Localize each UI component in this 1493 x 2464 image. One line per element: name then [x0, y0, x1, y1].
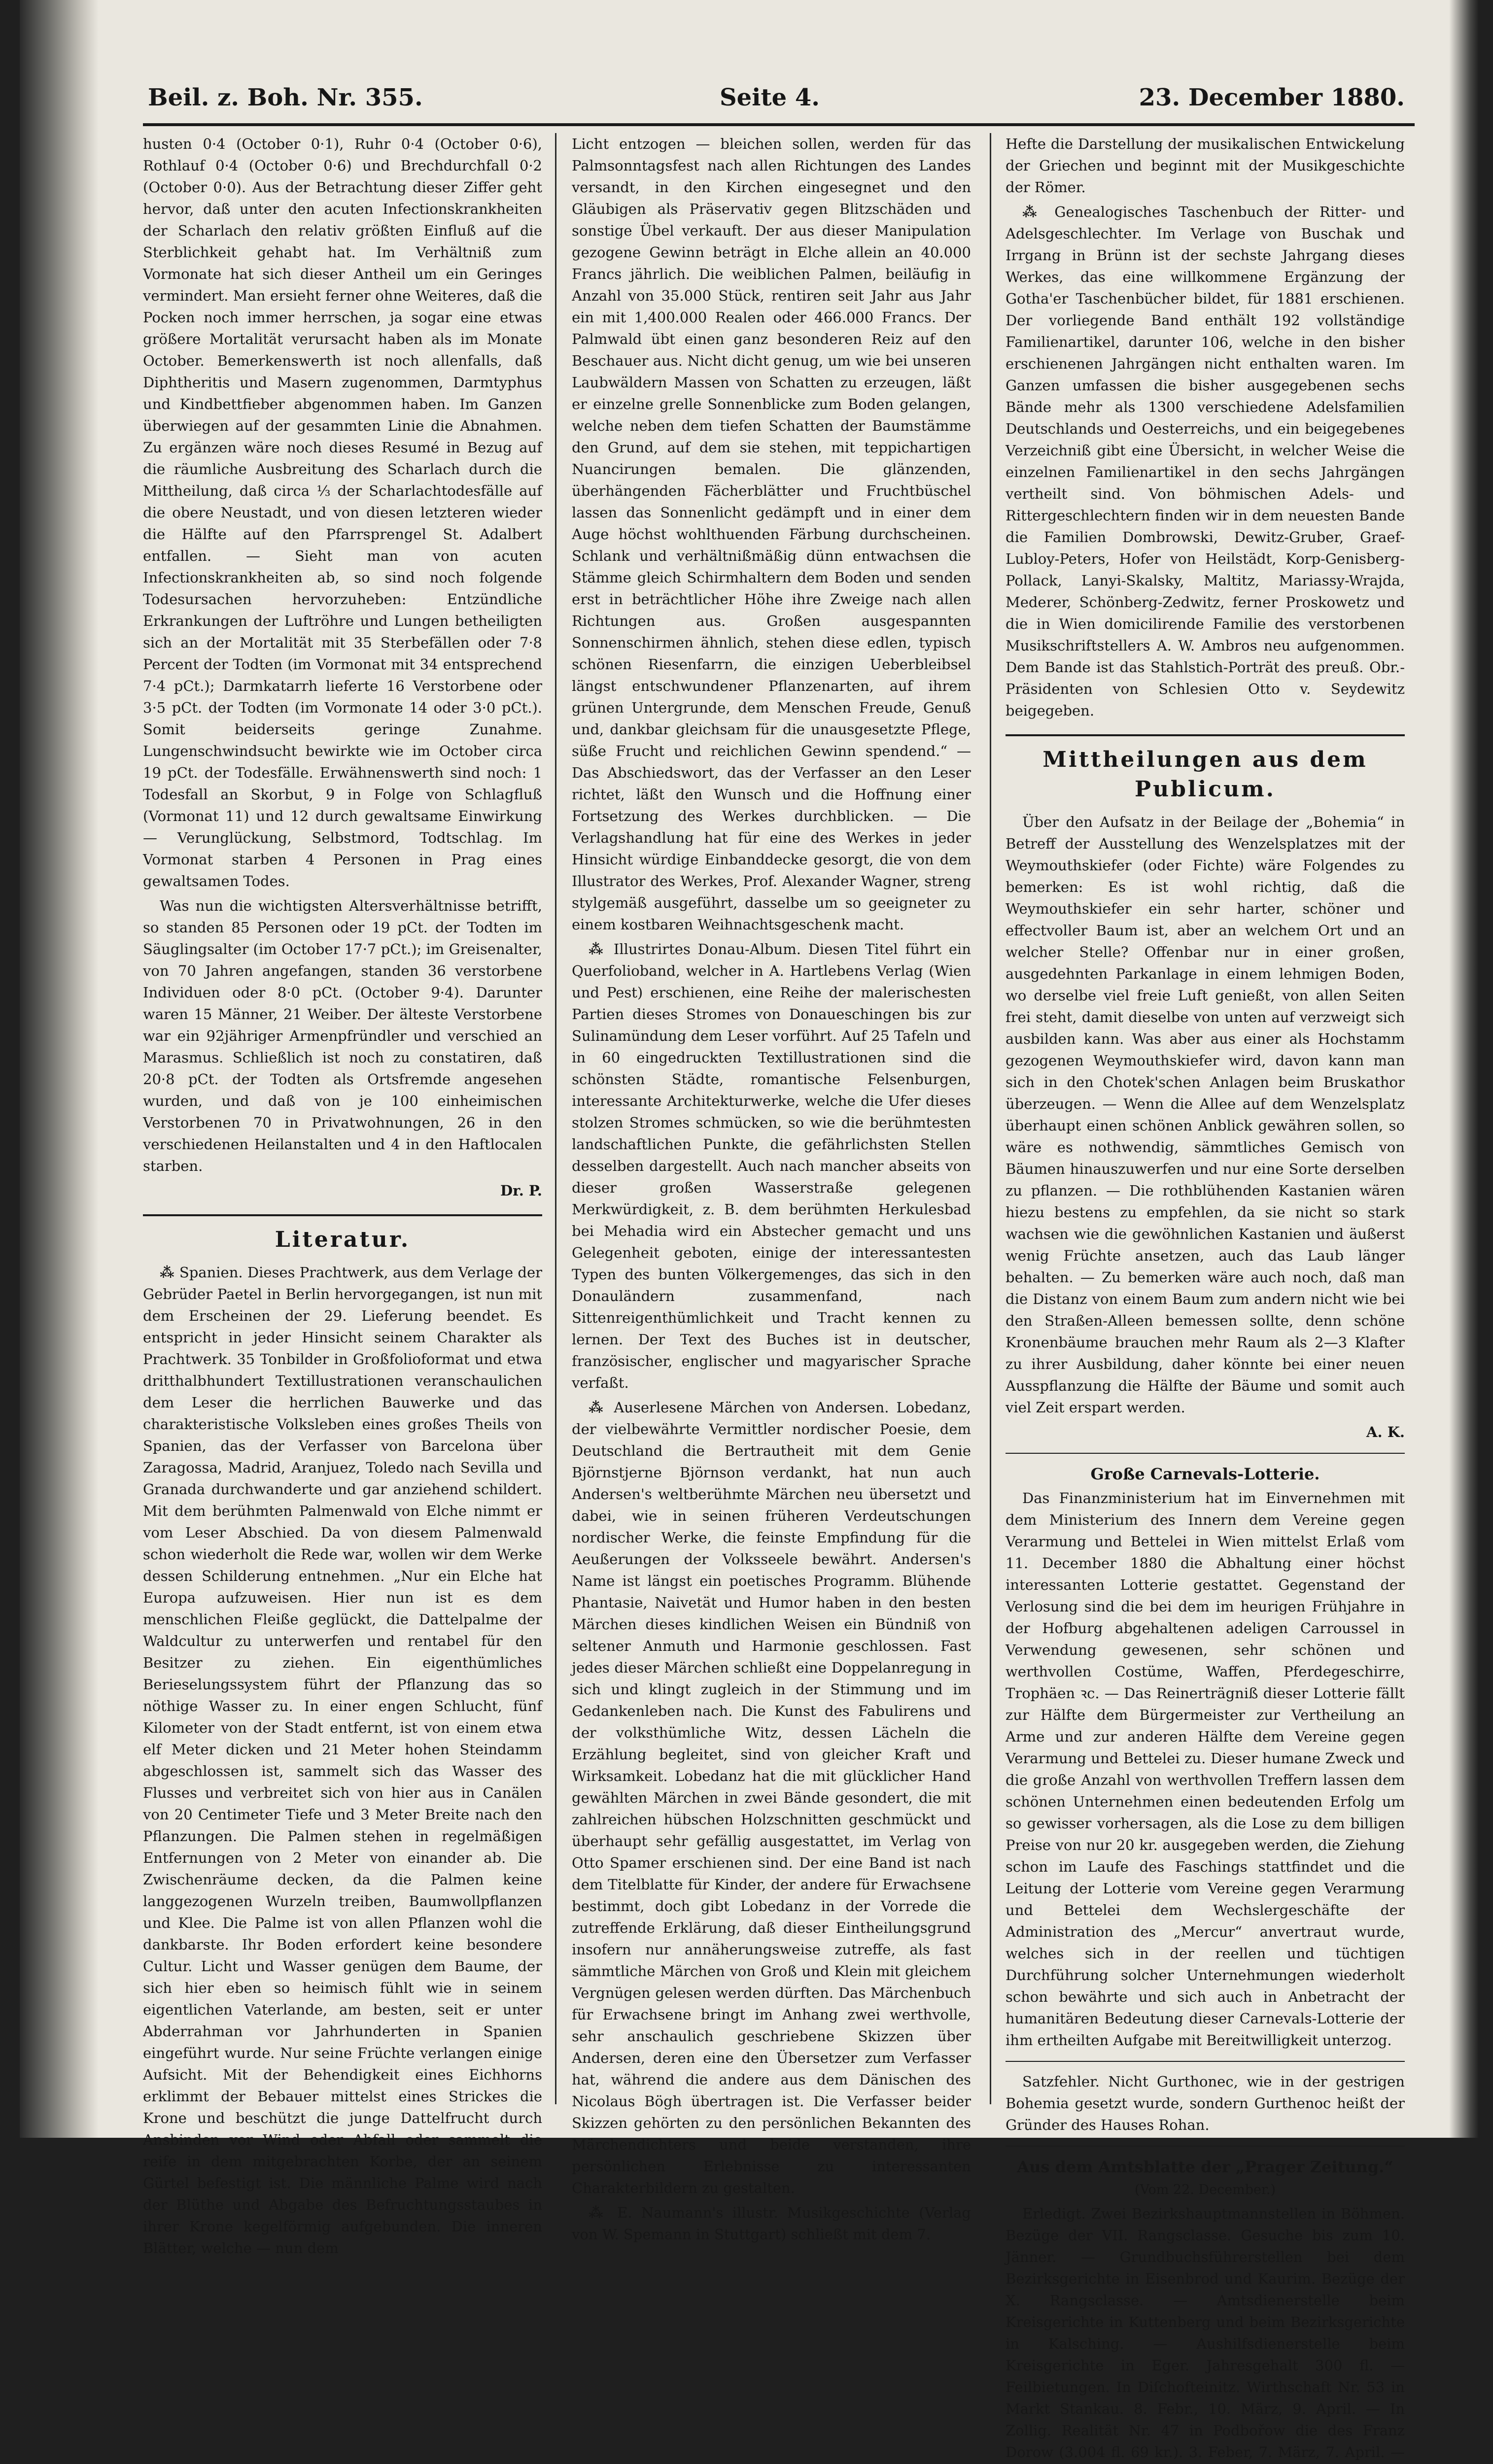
- article-paragraph: husten 0·4 (October 0·1), Ruhr 0·4 (October 0·6), Rothlauf 0·4 (October 0·6) und Brechdurchfall 0·2 (October 0·0). Aus der Betrachtung dieser Ziffer geht hervor, daß unter den acuten Infectionskrankheiten der Scharlach den relativ größten Einfluß auf die Sterblichkeit gehabt hat. Im Verhältniß zum Vormonate hat sich dieser Antheil um ein Geringes vermindert. Man ersieht ferner ohne Weiteres, daß die Pocken noch immer herrschen, ja sogar eine etwas größere Mortalität verursacht haben als im Monate October. Bemerkenswerth ist noch allenfalls, daß Diphtheritis und Masern zugenommen, Darmtyphus und Kindbettfieber abgenommen haben. Im Ganzen überwiegen auf der gesammten Linie die Abnahmen. Zu ergänzen wäre noch dieses Resumé in Bezug auf die räumliche Ausbreitung des Scharlach durch die Mittheilung, daß circa ⅓ der Scharlachtodesfälle auf die obere Neustadt, und von diesen letzteren wieder die Hälfte auf den Pfarrsprengel St. Adalbert entfallen. — Sieht man von acuten Infectionskrankheiten ab, so sind noch folgende Todesursachen hervorzuheben: Entzündliche Erkrankungen der Luftröhre und Lungen betheiligten sich an der Mortalität mit 35 Sterbefällen oder 7·8 Percent der Todten (im Vormonat mit 34 entsprechend 7·4 pCt.); Darmkatarrh lieferte 16 Verstorbene oder 3·5 pCt. der Todten (im Vormonate 14 oder 3·0 pCt.). Somit beiderseits geringe Zunahme. Lungenschwindsucht bewirkte wie im October circa 19 pCt. der Todesfälle. Erwähnenswerth sind noch: 1 Todesfall an Skorbut, 9 in Folge von Schlagfluß (Vormonat 11) und 12 durch gewaltsame Einwirkung — Verunglückung, Selbstmord, Todtschlag. Im Vormonat starben 4 Personen in Prag eines gewaltsamen Todes.: [143, 136, 542, 890]
- article-paragraph: [572, 2202, 971, 2245]
- article-text: Genealogisches Taschenbuch der Ritter- und Adelsgeschlechter. Im Verlage von Buschak und Irrgang in Brünn ist der sechste Jahrgang dieses Werkes, das eine willkommene Ergänzung der Gotha'er Taschenbücher bildet, für 1881 erschienen. Der vorliegende Band enthält 192 vollständige Familienartikel, darunter 106, welche in den bisher erschienenen Jahrgängen nicht enthalten waren. Im Ganzen umfassen die bisher ausgegebenen sechs Bände mehr als 1300 verschiedene Adelsfamilien Deutschlands und Oesterreichs, und ein beigegebenes Verzeichniß gibt eine Übersicht, in welcher Weise die einzelnen Familienartikel in den sechs Jahrgängen vertheilt sind. Von böhmischen Adels- und Rittergeschlechtern finden wir in dem neuesten Bande die Familien Dombrowski, Dewitz-Gruber, Graef-Lubloy-Peters, Hofer von Heilstädt, Korp-Genisberg-Pollack, Lanyi-Skalsky, Maltitz, Mariassy-Wrajda, Mederer, Schönberg-Zedwitz, ferner Proskowetz und die in Wien domicilirende Familie des verstorbenen Musikschriftstellers A. W. Ambros neu aufgenommen. Dem Bande ist das Stahlstich-Porträt des preuß. Obr.-Präsidenten von Schlesien Otto v. Seydewitz beigegeben.: [1006, 204, 1405, 719]
- article-paragraph: [143, 1262, 542, 2259]
- article-paragraph: Was nun die wichtigsten Altersverhältnisse betrifft, so standen 85 Personen oder 19 pCt. der Todten im Säuglingsalter (im October 17·7 pCt.); im Greisenalter, von 70 Jahren angefangen, standen 36 verstorbene Individuen oder 8·0 pCt. (October 9·4). Darunter waren 15 Männer, 21 Weiber. Der älteste Verstorbene war ein 92jähriger Armenpfründler und verschied an Marasmus. Schließlich ist noch zu constatiren, daß 20·8 pCt. der Todten als Ortsfremde angesehen wurden, und daß von je 100 einheimischen Verstorbenen 70 in Privatwohnungen, 26 in den verschiedenen Heilanstalten und 4 in den Haftlocalen starben.: [143, 897, 542, 1174]
- article-text: Illustrirtes Donau-Album. Diesen Titel führt ein Querfolioband, welcher in A. Hartlebens Verlag (Wien und Pest) erschienen, eine Reihe der malerischesten Partien dieses Stromes von Donaueschingen bis zur Sulinamündung dem Leser vorführt. Auf 25 Tafeln und in 60 eingedruckten Textillustrationen sind die schönsten Städte, romantische Felsenburgen, interessante Architekturwerke, welche die Ufer dieses stolzen Stromes schmücken, so wie die berühmtesten landschaftlichen Punkte, die gefährlichsten Stellen desselben dargestellt. Auch nach mancher abseits von dieser großen Wasserstraße gelegenen Merkwürdigkeit, z. B. dem berühmten Herkulesbad bei Mehadia wird ein Abstecher gemacht und uns Gelegenheit geboten, einige der interessantesten Typen des bunten Völkergemenges, das sich in den Donauländern zusammenfand, nach Sittenreigenthümlichkeit und Tracht kennen zu lernen. Der Text des Buches ist in deutscher, französischer, englischer und magyarischer Sprache verfaßt.: [572, 941, 971, 1391]
- section-rule: [1006, 2146, 1405, 2147]
- column-3: [1006, 133, 1405, 2461]
- asterism-icon: ⁂: [589, 941, 614, 958]
- article-paragraph: Licht entzogen — bleichen sollen, werden für das Palmsonntagsfest nach allen Richtungen des Landes versandt, in den Kirchen eingesegnet und den Gläubigen als Präservativ gegen Blitzschäden und sonstige Übel verkauft. Der aus dieser Manipulation gezogene Gewinn beträgt in Elche allein an 40.000 Francs jährlich. Die weiblichen Palmen, beiläufig in Anzahl von 35.000 Stück, rentiren seit Jahr aus Jahr ein mit 1,400.000 Realen oder 466.000 Francs. Der Palmwald übt einen ganz besonderen Reiz auf den Beschauer aus. Nicht dicht genug, um wie bei unseren Laubwäldern Massen von Schatten zu erzeugen, läßt er einzelne grelle Sonnenblicke zum Boden gelangen, welche neben dem tiefen Schatten der Baumstämme den Grund, auf dem sie stehen, mit teppichartigen Nuancirungen bemalen. Die glänzenden, überhängenden Fächerblätter und Fruchtbüschel lassen das Sonnenlicht gedämpft und in einer dem Auge höchst wohlthuenden Färbung durchscheinen. Schlank und verhältnißmäßig dünn entwachsen die Stämme gleich Schirmhaltern dem Boden und senden erst in beträchtlicher Höhe ihre Zweige nach allen Richtungen aus. Großen ausgespannten Sonnenschirmen ähnlich, stehen diese edlen, typisch schönen Riesenfarrn, die einzigen Ueberbleibsel längst entschwundener Pflanzenarten, auf ihrem grünen Untergrunde, dem Menschen Freude, Genuß und, dankbar gleichsam für die unausgesetzte Pflege, süße Frucht und reichlichen Gewinn spendend.“ — Das Abschiedswort, das der Verfasser an den Leser richtet, läßt den Wunsch und die Hoffnung einer Fortsetzung des Werkes durchblicken. — Die Verlagshandlung hat für eine des Werkes in jeder Hinsicht würdige Einbanddecke gesorgt, die von dem Illustrator des Werkes, Prof. Alexander Wagner, streng stylgemäß ausgeführt, dasselbe um so geeigneter zu einem kostbaren Weihnachtsgeschenk macht.: [572, 136, 971, 933]
- section-title-literatur: Literatur.: [275, 1227, 411, 1252]
- asterism-icon: ⁂: [589, 2204, 618, 2221]
- book-binding-edge: [20, 0, 99, 2138]
- article-paragraph: Über den Aufsatz in der Beilage der „Bohemia“ in Betreff der Ausstellung des Wenzelsplatzes mit der Weymouthskiefer (oder Fichte) wäre Folgendes zu bemerken: Es ist wohl richtig, daß die Weymouthskiefer ein sehr harter, schöner und effectvoller Baum ist, aber an welchem Ort und an welcher Stelle? Offenbar nur in einer großen, ausgedehnten Parkanlage in einem lehmigen Boden, wo derselbe viel freie Luft genießt, von allen Seiten frei steht, damit dieselbe von unten auf verzweigt sich ausbilden kann. Was aber aus einer als Hochstamm gezogenen Weymouthskiefer wird, davon kann man sich in den Chotek'schen Anlagen beim Bruskathor überzeugen. — Wenn die Allee auf dem Wenzelsplatz überhaupt einen schönen Anblick gewähren sollen, so wäre es nothwendig, sämmtliches Gemisch von Bäumen hinauszuwerfen und nur eine Sorte derselben zu pflanzen. — Die rothblühenden Kastanien wären hiezu bestens zu empfehlen, da sie nicht so stark wachsen wie die gewöhnlichen Kastanien und äußerst wenig Früchte ansetzen, auch das Laub länger behalten. — Zu bemerken wäre auch noch, daß man die Distanz von einem Baum zum andern nicht wie bei den Straßen-Alleen bemessen sollte, denn schöne Kronenbäume brauchen mehr Raum als 2—3 Klafter zu ihrer Ausbildung, daher könnte bei einer neuen Ausspflanzung die Hälfte der Bäume und somit auch viel Zeit erspart werden.: [1006, 814, 1405, 1416]
- column-1: [143, 133, 542, 2257]
- erratum-paragraph: Satzfehler. Nicht Gurthonec, wie in der gestrigen Bohemia gesetzt wurde, sondern Gurthenoc heißt der Gründer des Hauses Rohan.: [1006, 2073, 1405, 2133]
- article-paragraph: [1006, 201, 1405, 721]
- article-paragraph: [572, 1397, 971, 2199]
- asterism-icon: ⁂: [160, 1264, 179, 1281]
- section-rule: [1006, 1453, 1405, 1454]
- section-rule: [1006, 734, 1405, 736]
- page-edge-shadow: [1449, 0, 1479, 2138]
- article-paragraph: Das Finanzministerium hat im Einvernehmen mit dem Ministerium des Innern dem Vereine gegen Verarmung und Bettelei in Wien mittelst Erlaß vom 11. December 1880 die Abhaltung einer höchst interessanten Lotterie gestattet. Gegenstand der Verlosung sind die bei dem im heurigen Frühjahre in der Hofburg abgehaltenen adeligen Carroussel in Verwendung gewesenen, sehr schönen und werthvollen Costüme, Waffen, Pferdegeschirre, Trophäen ꝛc. — Das Reinerträgniß dieser Lotterie fällt zur Hälfte dem Bürgermeister zur Vertheilung an Arme und zur anderen Hälfte dem Vereine gegen Verarmung und Bettelei zu. Dieser humane Zweck und die große Anzahl von werthvollen Treffern lassen dem schönen Unternehmen einen bedeutenden Erfolg um so gewisser vorhersagen, als die Lose zu dem billigen Preise von nur 20 kr. ausgegeben werden, die Ziehung schon im Laufe des Faschings stattfindet und die Leitung der Lotterie vom Vereine gegen Verarmung und Bettelei dem Wechslergeschäfte der Administration des „Mercur“ anvertraut wurde, welches sich in der reellen und tüchtigen Durchführung solcher Unternehmungen wiederholt schon bewährte und sich auch in Anbetracht der humanitären Bedeutung dieser Carnevals-Lotterie der ihm ertheilten Aufgabe mit Bereitwilligkeit unterzog.: [1006, 1490, 1405, 2049]
- article-text: Auserlesene Märchen von Andersen. Lobedanz, der vielbewährte Vermittler nordischer Poesie, dem Deutschland die Bertrautheit mit dem Genie Björnstjerne Björnson verdankt, hat nun auch Andersen's weltberühmte Märchen neu übersetzt und dabei, wie in seinen früheren Verdeutschungen nordischer Werke, die feinste Empfindung für die Aeußerungen der Volksseele bewährt. Andersen's Name ist längst ein poetisches Programm. Blühende Phantasie, Naivetät und Humor haben in den besten Märchen dieses kindlichen Weisen ein Bündniß von seltener Anmuth und Harmonie geschlossen. Fast jedes dieser Märchen schließt eine Doppelanregung in sich und klingt zugleich in der Stimmung und im Gedankenleben nach. Die Kunst des Fabulirens und der volksthümliche Witz, dessen Lächeln die Erzählung begleitet, sind von gleicher Kraft und Wirksamkeit. Lobedanz hat die mit glücklicher Hand gewählten Märchen in zwei Bände gesondert, die mit zahlreichen hübschen Holzschnitten geschmückt und überhaupt sehr gefällig ausgestattet, im Verlag von Otto Spamer erschienen sind. Der eine Band ist nach dem Titelblatte für Kinder, der andere für Erwachsene bestimmt, doch gibt Lobedanz in der Vorrede die zutreffende Erklärung, daß dieser Eintheilungsgrund insofern nur annäherungsweise zutreffe, als fast sämmtliche Märchen von Groß und Klein mit gleichem Vergnügen gelesen werden dürften. Das Märchenbuch für Erwachsene bringt im Anhang zwei werthvolle, sehr anschaulich geschriebene Skizzen über Andersen, deren eine den Übersetzer zum Verfasser hat, während die andere aus dem Dänischen des Nicolaus Bögh übertragen ist. Die Verfasser beider Skizzen gehörten zu den persönlichen Bekannten des Märchendichters und beide verstanden, ihre persönlichen Erlebnisse zu interessanten Charakterbildern zu gestalten.: [572, 1399, 972, 2196]
- article-paragraph: Erledigt. Zwei Bezirkshauptmannstellen in Böhmen. Bezüge der VII. Rangsclasse. Gesuche bis zum 10. Jänner. — Grundbuchsführerstellen bei dem Bezirksgerichte in Eisenbrod und Kaurim. Bezüge der X. Rangsclasse. — Amtsdienerstelle beim Kreisgerichte in Kuttenberg und beim Bezirksgerichte in Kalsching. — Aushilfsdienerstelle beim Kreisgerichte in Eger. Jahresgehalt 300 fl. — Feilbietungen. In Diſchofteinitz. Wirthschaft Nr. 53 in Markt Stankau. 8. Febr., 10. März, 9. April. — In Zollig. Realität Nr. 47 in Podbořow die des Franz Dorow (3.004 fl. 69 kr.). 3. Feber, 7. März, 7. April. —: [1006, 2205, 1405, 2461]
- issue-date: 23. December 1880.: [1139, 84, 1405, 111]
- article-paragraph: [572, 938, 971, 1394]
- section-title-publicum: Mittheilungen aus dem Publicum.: [1042, 747, 1368, 802]
- article-paragraph: Hefte die Darstellung der musikalischen Entwickelung der Griechen und beginnt mit der Musikgeschichte der Römer.: [1006, 136, 1405, 196]
- section-rule: [1006, 2061, 1405, 2062]
- running-header: [143, 79, 1415, 123]
- column-divider: [990, 133, 991, 2104]
- author-signature: Dr. P.: [500, 1182, 542, 1199]
- column-divider: [555, 133, 556, 2104]
- page-number: Seite 4.: [720, 84, 820, 111]
- author-signature: A. K.: [1366, 1424, 1405, 1440]
- article-text: E. Naumann's illustr. Musikgeschichte (Verlag von W. Spemann in Stuttgart) schließt mit dem 7.: [572, 2204, 971, 2243]
- newspaper-sheet: [20, 0, 1479, 2461]
- header-rule: [143, 123, 1415, 126]
- asterism-icon: ⁂: [589, 1399, 614, 1416]
- amtsblatt-date: (Vom 22. December.): [1134, 2182, 1276, 2197]
- newspaper-page: [143, 59, 1415, 2461]
- column-2: [572, 133, 972, 2243]
- lottery-title: Große Carnevals-Lotterie.: [1090, 1465, 1320, 1483]
- section-rule: [143, 1214, 542, 1216]
- amtsblatt-title: Aus dem Amtsblatte der „Prager Zeitung.“: [1017, 2157, 1393, 2176]
- article-text: Spanien. Dieses Prachtwerk, aus dem Verlage der Gebrüder Paetel in Berlin hervorgegangen, ist nun mit dem Erscheinen der 29. Lieferung beendet. Es entspricht in jeder Hinsicht seinem Charakter als Prachtwerk. 35 Tonbilder in Großfolioformat und etwa dritthalbhundert Textillustrationen veranschaulichen dem Leser die herrlichen Bauwerke und das charakteristische Volksleben eines großes Theils von Spanien, das der Verfasser von Barcelona über Zaragossa, Madrid, Aranjuez, Toledo nach Sevilla und Granada durchwanderte und gar anziehend schildert. Mit dem berühmten Palmenwald von Elche nimmt er vom Leser Abschied. Da von diesem Palmenwald schon wiederholt die Rede war, wollen wir dem Werke dessen Schilderung entnehmen. „Nur ein Elche hat Europa aufzuweisen. Hier nun ist es dem menschlichen Fleiße geglückt, die Dattelpalme der Waldcultur zu unterwerfen und rentabel für den Besitzer zu ziehen. Ein eigenthümliches Berieselungssystem führt der Pflanzung das so nöthige Wasser zu. In einer engen Schlucht, fünf Kilometer von der Stadt entfernt, ist von einem etwa elf Meter dicken und 21 Meter hohen Steindamm abgeschlossen ist, sammelt sich das Wasser des Flusses und verbreitet sich von hier aus in Canälen von 20 Centimeter Tiefe und 3 Meter Breite nach den Pflanzungen. Die Palmen stehen in regelmäßigen Entfernungen von 2 Meter von einander ab. Die Zwischenräume decken, da die Palmen keine langgezogenen Wurzeln treiben, Baumwollpflanzen und Klee. Die Palme ist von allen Pflanzen wohl die dankbarste. Ihr Boden erfordert keine besondere Cultur. Licht und Wasser genügen dem Baume, der sich hier eben so heimisch fühlt wie in seinem eigentlichen Vaterlande, am besten, seit er unter Abderrahman vor Jahrhunderten in Spanien eingeführt wurde. Nur seine Früchte verlangen einige Aufsicht. Mit der Behendigkeit eines Eichhorns erklimmt der Bebauer mittelst eines Strickes die Krone und beschützt die junge Dattelfrucht durch Ansbinden vor Wind oder Abfall oder sammelt die reife in dem mitgebrachten Korbe, der an seinem Gürtel befestigt ist. Die männliche Palme wird nach der Blüthe und Abgabe des Befruchtungsstaubes in ihrer Krone kegelförmig aufgebunden. Die inneren Blätter, welche — nun dem: [143, 1264, 542, 2257]
- issue-label: Beil. z. Boh. Nr. 355.: [148, 84, 423, 111]
- asterism-icon: ⁂: [1022, 204, 1055, 220]
